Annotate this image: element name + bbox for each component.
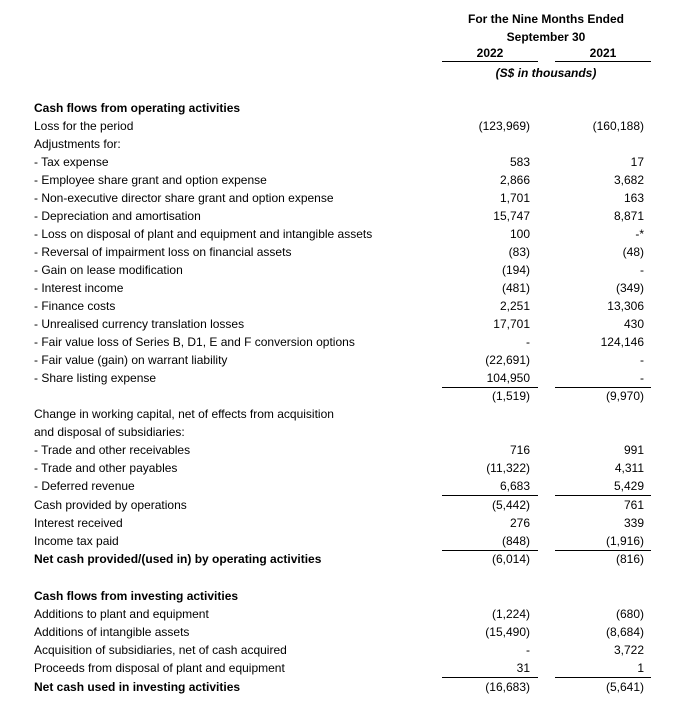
- value-2021: 17: [630, 155, 644, 169]
- value-2021: 430: [623, 317, 644, 331]
- row-label: Net cash provided/(used in) by operating activities: [34, 552, 322, 566]
- statement-row: [0, 679, 700, 697]
- column-header-2022: 2022: [476, 46, 504, 60]
- row-label: Adjustments for:: [34, 137, 121, 151]
- row-label: - Employee share grant and option expense: [34, 173, 267, 187]
- statement-row: [0, 551, 700, 569]
- value-2022: (5,442): [491, 498, 530, 512]
- statement-row: [0, 624, 700, 642]
- statement-row: [0, 262, 700, 280]
- statement-row: [0, 136, 700, 154]
- value-2021: 3,722: [613, 643, 644, 657]
- value-2022: 583: [509, 155, 530, 169]
- row-label: - Non-executive director share grant and option expense: [34, 191, 334, 205]
- row-label: - Depreciation and amortisation: [34, 209, 201, 223]
- row-label: Loss for the period: [34, 119, 134, 133]
- value-2022: 17,701: [493, 317, 530, 331]
- value-2021: 124,146: [600, 335, 644, 349]
- period-heading-line2: September 30: [506, 30, 586, 44]
- value-2022: 276: [509, 516, 530, 530]
- statement-row: [0, 460, 700, 478]
- value-2022: (22,691): [485, 353, 530, 367]
- value-2021: 13,306: [607, 299, 644, 313]
- row-label: and disposal of subsidiaries:: [34, 425, 185, 439]
- value-2022: (1,519): [491, 389, 530, 403]
- value-2021: (1,916): [605, 534, 644, 548]
- value-2021: (8,684): [605, 625, 644, 639]
- statement-row: [0, 515, 700, 533]
- row-label: Interest received: [34, 516, 123, 530]
- value-2022: 1,701: [499, 191, 530, 205]
- value-2021: 761: [623, 498, 644, 512]
- statement-row: [0, 533, 700, 551]
- value-2021: -: [640, 263, 644, 277]
- row-label: - Loss on disposal of plant and equipment and intangible assets: [34, 227, 373, 241]
- period-heading: [440, 10, 652, 46]
- row-label: - Trade and other payables: [34, 461, 178, 475]
- value-2022: 2,251: [499, 299, 530, 313]
- statement-row: [0, 606, 700, 624]
- value-2022: 100: [509, 227, 530, 241]
- value-2021: (9,970): [605, 389, 644, 403]
- value-2022: (83): [508, 245, 530, 259]
- value-2022: 716: [509, 443, 530, 457]
- value-2022: (848): [501, 534, 530, 548]
- value-2022: (6,014): [491, 552, 530, 566]
- value-2021: -: [640, 371, 644, 385]
- value-2022: -: [526, 643, 530, 657]
- row-label: Acquisition of subsidiaries, net of cash acquired: [34, 643, 287, 657]
- statement-row: [0, 208, 700, 226]
- column-header-rule-2022: [442, 61, 538, 62]
- value-2021: 339: [623, 516, 644, 530]
- value-2022: (15,490): [485, 625, 530, 639]
- statement-row: [0, 316, 700, 334]
- value-2022: 2,866: [499, 173, 530, 187]
- value-2021: (160,188): [592, 119, 644, 133]
- statement-row: [0, 442, 700, 460]
- statement-row: [0, 190, 700, 208]
- value-2021: 5,429: [613, 479, 644, 493]
- row-label: - Fair value (gain) on warrant liability: [34, 353, 228, 367]
- statement-row: [0, 388, 700, 406]
- row-label: Additions to plant and equipment: [34, 607, 209, 621]
- statement-row: [0, 497, 700, 515]
- value-2022: -: [526, 335, 530, 349]
- value-2022: (123,969): [478, 119, 530, 133]
- value-2021: -*: [635, 227, 644, 241]
- statement-row: [0, 280, 700, 298]
- statement-row: [0, 352, 700, 370]
- statement-row: [0, 370, 700, 388]
- subtotal-rule: [555, 677, 651, 678]
- row-label: Cash flows from investing activities: [34, 589, 239, 603]
- column-header-2021: 2021: [589, 46, 617, 60]
- subtotal-rule: [555, 495, 651, 496]
- statement-row: [0, 172, 700, 190]
- value-2021: (680): [615, 607, 644, 621]
- statement-row: [0, 118, 700, 136]
- row-label: Cash provided by operations: [34, 498, 187, 512]
- value-2021: (816): [615, 552, 644, 566]
- statement-row: [0, 424, 700, 442]
- row-label: - Fair value loss of Series B, D1, E and F conversion options: [34, 335, 355, 349]
- row-label: - Share listing expense: [34, 371, 157, 385]
- row-label: Proceeds from disposal of plant and equipment: [34, 661, 285, 675]
- value-2021: -: [640, 353, 644, 367]
- value-2022: 15,747: [493, 209, 530, 223]
- statement-row: [0, 478, 700, 496]
- value-2022: 6,683: [499, 479, 530, 493]
- statement-row: [0, 154, 700, 172]
- value-2021: 8,871: [613, 209, 644, 223]
- value-2021: 163: [623, 191, 644, 205]
- statement-row: [0, 226, 700, 244]
- statement-row: [0, 660, 700, 678]
- row-label: Net cash used in investing activities: [34, 680, 241, 694]
- statement-row: [0, 588, 700, 606]
- value-2022: (1,224): [491, 607, 530, 621]
- statement-row: [0, 100, 700, 118]
- value-2022: 31: [516, 661, 530, 675]
- period-heading-line1: For the Nine Months Ended: [468, 12, 624, 26]
- value-2022: (481): [501, 281, 530, 295]
- value-2022: 104,950: [486, 371, 530, 385]
- row-label: - Finance costs: [34, 299, 116, 313]
- statement-row: [0, 298, 700, 316]
- value-2021: 1: [637, 661, 644, 675]
- value-2021: (5,641): [605, 680, 644, 694]
- row-label: - Unrealised currency translation losses: [34, 317, 245, 331]
- value-2021: (349): [615, 281, 644, 295]
- value-2021: (48): [622, 245, 644, 259]
- subtotal-rule: [442, 677, 538, 678]
- units-caption: (S$ in thousands): [495, 66, 597, 80]
- statement-row: [0, 334, 700, 352]
- row-label: - Tax expense: [34, 155, 109, 169]
- subtotal-rule: [442, 495, 538, 496]
- value-2022: (16,683): [485, 680, 530, 694]
- row-label: Change in working capital, net of effects from acquisition: [34, 407, 334, 421]
- statement-row: [0, 406, 700, 424]
- statement-row: [0, 244, 700, 262]
- value-2022: (194): [501, 263, 530, 277]
- row-label: - Gain on lease modification: [34, 263, 183, 277]
- row-label: Cash flows from operating activities: [34, 101, 241, 115]
- row-label: - Trade and other receivables: [34, 443, 191, 457]
- row-label: - Deferred revenue: [34, 479, 135, 493]
- value-2022: (11,322): [486, 461, 530, 475]
- row-label: - Interest income: [34, 281, 124, 295]
- row-label: Income tax paid: [34, 534, 119, 548]
- value-2021: 4,311: [614, 461, 644, 475]
- column-header-rule-2021: [555, 61, 651, 62]
- value-2021: 3,682: [613, 173, 644, 187]
- row-label: - Reversal of impairment loss on financial assets: [34, 245, 292, 259]
- statement-row: [0, 642, 700, 660]
- row-label: Additions of intangible assets: [34, 625, 190, 639]
- value-2021: 991: [623, 443, 644, 457]
